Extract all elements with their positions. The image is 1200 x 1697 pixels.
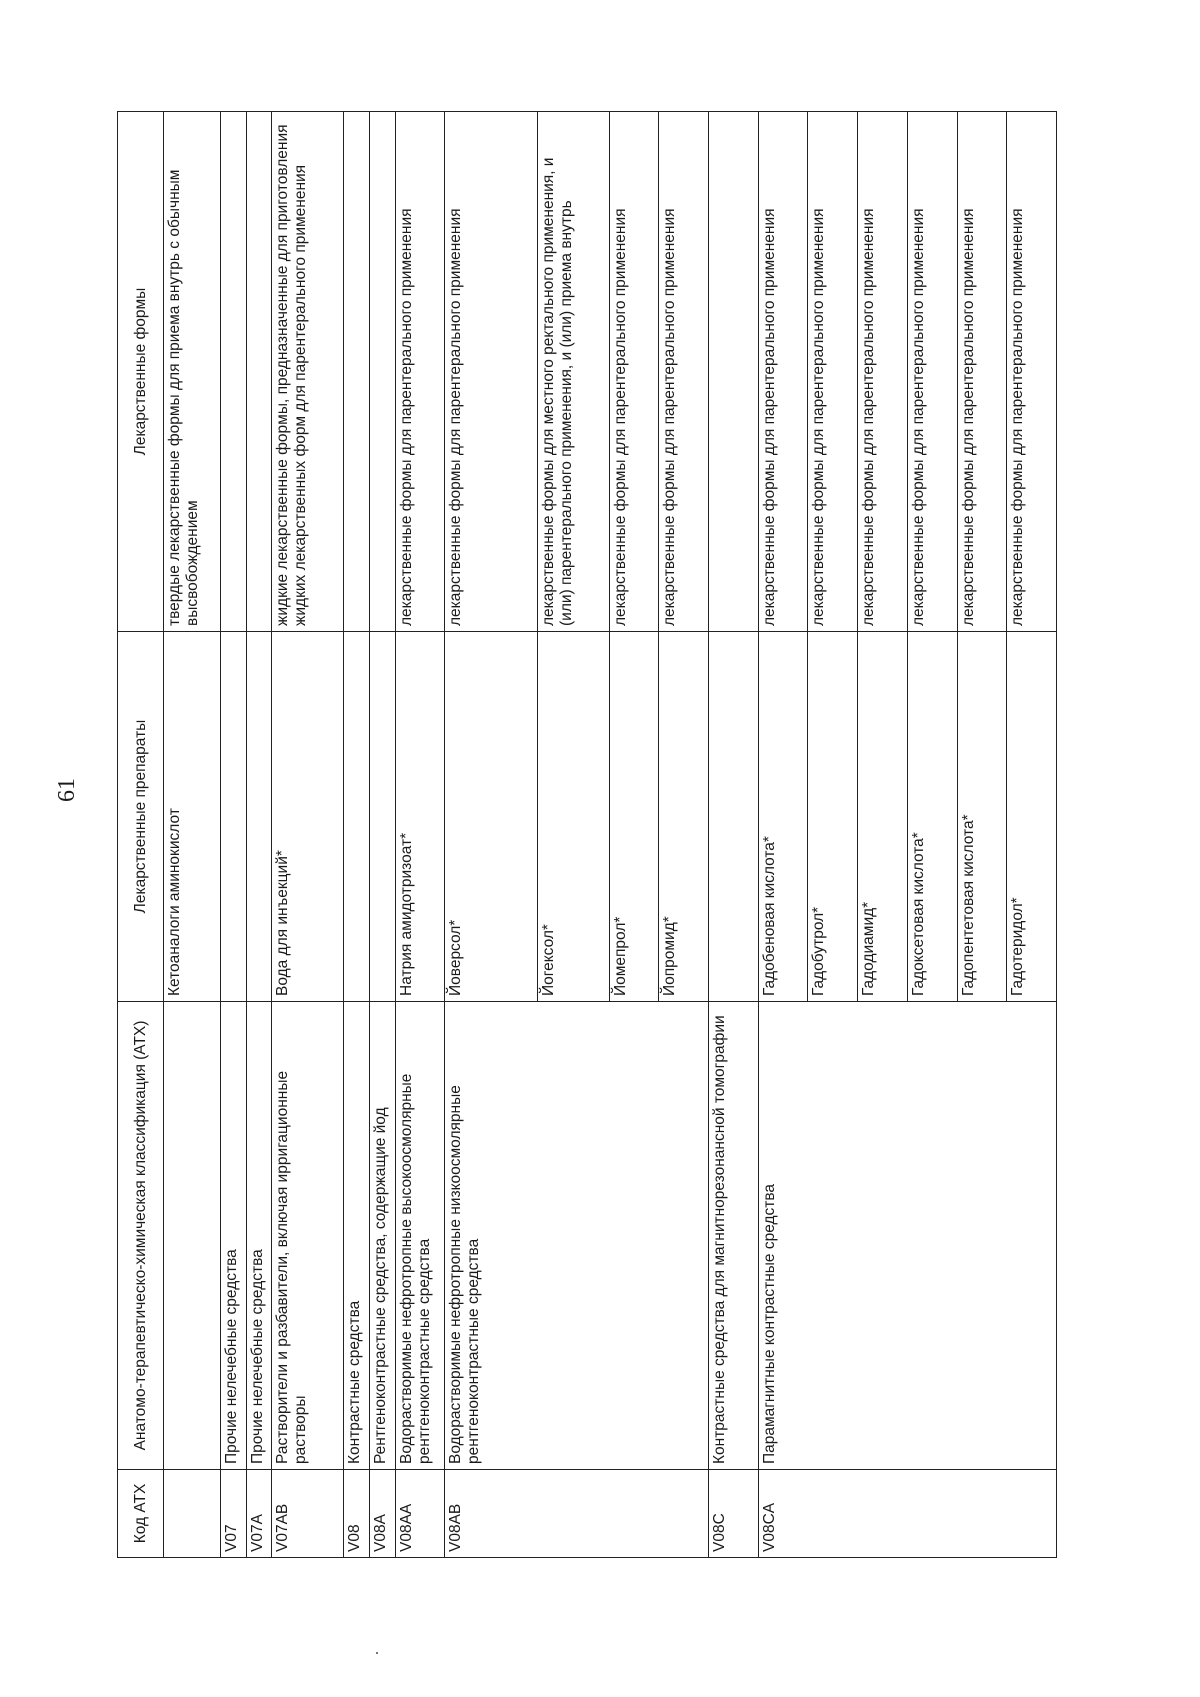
cell-preparation: Йогексол* <box>538 632 609 1002</box>
cell-preparation <box>246 632 272 1002</box>
cell-form <box>246 112 272 632</box>
cell-code: V07A <box>246 1470 272 1558</box>
header-forms: Лекарственные формы <box>118 112 164 632</box>
cell-preparation: Гадобеновая кислота* <box>758 632 808 1002</box>
cell-preparation: Йоверсол* <box>445 632 538 1002</box>
table-row <box>445 112 538 1558</box>
table-row <box>758 112 808 1558</box>
cell-form <box>369 112 395 632</box>
cell-form <box>708 112 758 632</box>
cell-code <box>164 1470 220 1558</box>
cell-preparation: Гадодиамид* <box>858 632 908 1002</box>
table-row <box>220 112 246 1558</box>
cell-preparation: Натрия амидотризоат* <box>395 632 445 1002</box>
cell-form: твердые лекарственные формы для приема внутрь с обычным высвобождением <box>164 112 220 632</box>
cell-classification: Водорастворимые нефротропные высокоосмолярные рентгеноконтрастные средства <box>395 1002 445 1470</box>
cell-code: V08AA <box>395 1470 445 1558</box>
cell-form: лекарственные формы для парентерального применения <box>957 112 1007 632</box>
header-classification: Анатомо-терапевтическо-химическая классификация (АТХ) <box>118 1002 164 1470</box>
cell-form <box>220 112 246 632</box>
cell-form: лекарственные формы для парентерального применения <box>1007 112 1057 632</box>
cell-form: лекарственные формы для парентерального применения <box>758 112 808 632</box>
table-row <box>395 112 445 1558</box>
cell-preparation <box>343 632 369 1002</box>
table-row <box>343 112 369 1558</box>
cell-code: V07 <box>220 1470 246 1558</box>
cell-preparation <box>708 632 758 1002</box>
cell-classification: Контрастные средства <box>343 1002 369 1470</box>
table-row <box>708 112 758 1558</box>
table-row <box>369 112 395 1558</box>
cell-preparation: Гадоксетовая кислота* <box>907 632 957 1002</box>
cell-code: V08A <box>369 1470 395 1558</box>
cell-form: лекарственные формы для парентерального применения <box>445 112 538 632</box>
cell-form: лекарственные формы для парентерального применения <box>659 112 709 632</box>
cell-preparation: Йопромид* <box>659 632 709 1002</box>
header-preparations: Лекарственные препараты <box>118 632 164 1002</box>
cell-classification: Прочие нелечебные средства <box>220 1002 246 1470</box>
header-code: Код АТХ <box>118 1470 164 1558</box>
cell-form: лекарственные формы для парентерального применения <box>609 112 659 632</box>
cell-preparation <box>220 632 246 1002</box>
table-row <box>272 112 343 1558</box>
page-number: 61 <box>54 778 80 802</box>
cell-classification: Рентгеноконтрастные средства, содержащие йод <box>369 1002 395 1470</box>
document-table-wrapper <box>117 112 1057 1558</box>
cell-preparation: Вода для инъекций* <box>272 632 343 1002</box>
cell-classification: Водорастворимые нефротропные низкоосмолярные рентгеноконтрастные средства <box>445 1002 709 1470</box>
atc-drug-table <box>117 111 1057 1558</box>
cell-classification: Прочие нелечебные средства <box>246 1002 272 1470</box>
cell-code: V08 <box>343 1470 369 1558</box>
table-row <box>246 112 272 1558</box>
cell-classification: Парамагнитные контрастные средства <box>758 1002 1056 1470</box>
cell-preparation: Йомепрол* <box>609 632 659 1002</box>
cell-code: V08C <box>708 1470 758 1558</box>
table-header-row <box>118 112 164 1558</box>
cell-code: V07AB <box>272 1470 343 1558</box>
cell-code: V08CA <box>758 1470 1056 1558</box>
table-row <box>164 112 220 1558</box>
cell-form: лекарственные формы для парентерального применения <box>808 112 858 632</box>
cell-classification <box>164 1002 220 1470</box>
cell-preparation <box>369 632 395 1002</box>
cell-preparation: Гадотеридол* <box>1007 632 1057 1002</box>
cell-form: лекарственные формы для парентерального применения <box>858 112 908 632</box>
scan-speck <box>376 1652 378 1654</box>
cell-classification: Контрастные средства для магнитнорезонансной томографии <box>708 1002 758 1470</box>
cell-form <box>343 112 369 632</box>
cell-preparation: Гадобутрол* <box>808 632 858 1002</box>
cell-form: жидкие лекарственные формы, предназначенные для приготовления жидких лекарственных форм для парентерального применения <box>272 112 343 632</box>
cell-preparation: Кетоаналоги аминокислот <box>164 632 220 1002</box>
cell-classification: Растворители и разбавители, включая ирригационные растворы <box>272 1002 343 1470</box>
cell-code: V08AB <box>445 1470 709 1558</box>
cell-form: лекарственные формы для парентерального применения <box>907 112 957 632</box>
cell-form: лекарственные формы для парентерального применения <box>395 112 445 632</box>
cell-form: лекарственные формы для местного ректального применения, и (или) парентерального применения, и (или) приема внутрь <box>538 112 609 632</box>
cell-preparation: Гадопентетовая кислота* <box>957 632 1007 1002</box>
